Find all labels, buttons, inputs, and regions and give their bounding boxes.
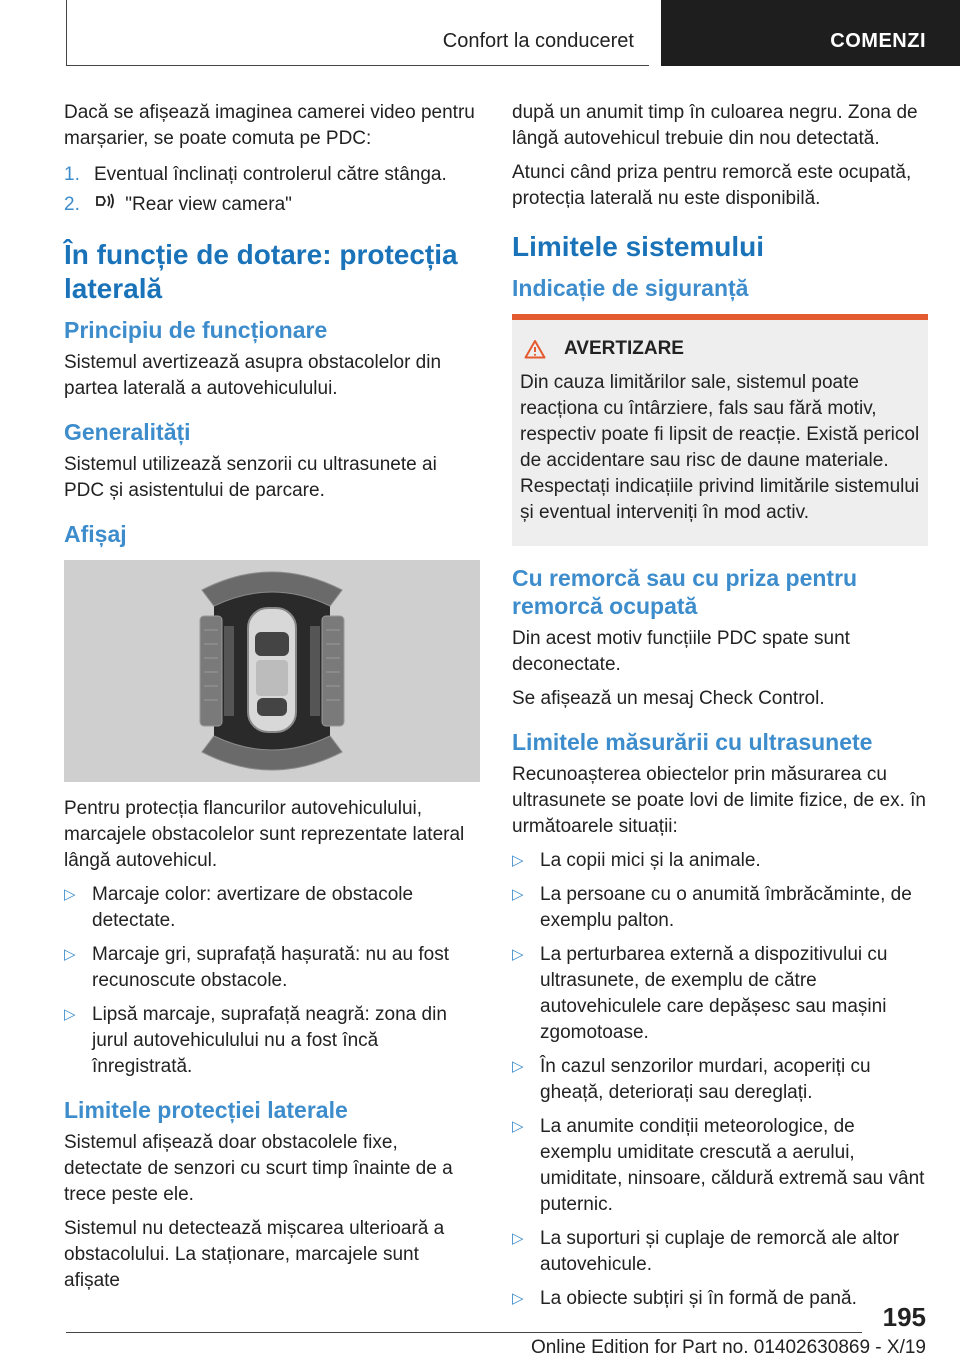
footer-rule	[66, 1332, 862, 1333]
list-item: ▷ La copii mici și la animale.	[512, 848, 928, 874]
list-item: ▷ La anumite condiții meteorologice, de exemplu umiditate crescută a aerului, umiditate, ninsoare, căldură extremă sau vânt puternic.	[512, 1116, 925, 1215]
list-item: ▷ La obiecte subțiri și în formă de pană.	[512, 1286, 928, 1312]
heading-side-protection: În funcție de dotare: protecția laterală	[64, 239, 458, 305]
limits-paragraph-1: Sistemul afișează doar obstacolele fixe, detectate de senzori cu scurt timp înainte de a trece peste ele.	[64, 1132, 453, 1206]
list-item: ▷ Marcaje color: avertizare de obstacole detectate.	[64, 884, 414, 932]
continued-paragraph: după un anumit timp în culoarea negru. Zona de lângă autovehicul trebuie din nou detectată.	[512, 102, 918, 149]
warning-header	[524, 338, 920, 360]
heading-system-limits: Limitele sistemului	[512, 231, 765, 262]
steps-list	[64, 160, 480, 220]
triangle-bullet-icon: ▷	[64, 886, 76, 904]
step-number: 2.	[64, 194, 80, 215]
right-column	[512, 100, 928, 1322]
side-protection-figure	[64, 560, 480, 782]
heading-ultrasonic-limits: Limitele măsurării cu ultrasunete	[512, 729, 873, 755]
header-rule	[66, 65, 649, 66]
warning-title: AVERTIZARE	[564, 338, 684, 359]
trailer-paragraph-1: Din acest motiv funcțiile PDC spate sunt deconectate.	[512, 628, 850, 675]
principle-paragraph: Sistemul avertizează asupra obstacolelor din partea laterală a autovehiculului.	[64, 352, 442, 400]
trailer-paragraph-2: Se afișează un mesaj Check Control.	[512, 688, 825, 709]
heading-general: Generalități	[64, 419, 191, 446]
heading-side-limits: Limitele protecției laterale	[64, 1097, 348, 1124]
triangle-bullet-icon: ▷	[512, 852, 524, 869]
list-item: ▷ În cazul senzorilor murdari, acoperiți cu gheață, deteriorați sau dereglați.	[512, 1056, 871, 1103]
list-item: ▷ Marcaje gri, suprafață hașurată: nu au fost recunoscute obstacole.	[64, 944, 449, 992]
ultrasonic-bullets	[512, 848, 928, 1312]
triangle-bullet-icon: ▷	[512, 1230, 524, 1247]
chapter-tab[interactable]	[661, 0, 960, 66]
general-paragraph: Sistemul utilizează senzorii cu ultrasunete ai PDC și asistentului de parcare.	[64, 454, 437, 502]
list-item: ▷ Lipsă marcaje, suprafață neagră: zona din jurul autovehiculului nu a fost încă înregistrată.	[64, 1004, 447, 1078]
triangle-bullet-icon: ▷	[512, 946, 524, 963]
display-bullets	[64, 882, 480, 1080]
ultrasonic-paragraph: Recunoașterea obiectelor prin măsurarea cu ultrasunete se poate lovi de limite fizice, de ex. în următoarele situații:	[512, 764, 927, 837]
display-paragraph: Pentru protecția flancurilor autovehiculului, marcajele obstacolelor sunt reprezentate lateral lângă autovehicul.	[64, 798, 465, 872]
step-text: "Rear view camera"	[125, 194, 292, 216]
socket-paragraph: Atunci când priza pentru remorcă este ocupată, protecția laterală nu este disponibilă.	[512, 162, 912, 209]
step-item	[64, 190, 480, 220]
left-column	[64, 100, 480, 1302]
warning-text: Din cauza limitărilor sale, sistemul poate reacționa cu întârziere, fals sau fără motiv, respectiv poate fi lipsit de reacție. Există pericol de accidentare sau risc de daune materiale. Respectați indicațiile privind limitările sistemului și eventual interveniți în mod activ.	[520, 372, 920, 523]
triangle-bullet-icon: ▷	[512, 886, 524, 903]
limits-paragraph-2: Sistemul nu detectează mișcarea ulterioară a obstacolului. La staționare, marcajele sunt afișate	[64, 1218, 445, 1292]
edition-note: Online Edition for Part no. 01402630869 - X/19	[530, 1337, 926, 1358]
list-item: ▷ La persoane cu o anumită îmbrăcăminte, de exemplu palton.	[512, 884, 912, 931]
triangle-bullet-icon: ▷	[512, 1290, 524, 1307]
intro-paragraph: Dacă se afișează imaginea camerei video pentru marșarier, se poate comuta pe PDC:	[64, 102, 475, 149]
step-text: Eventual înclinați controlerul către stânga.	[94, 164, 447, 185]
triangle-bullet-icon: ▷	[512, 1058, 524, 1075]
warning-box	[512, 314, 928, 546]
triangle-bullet-icon: ▷	[512, 1118, 524, 1135]
triangle-bullet-icon: ▷	[64, 1006, 76, 1024]
heading-trailer: Cu remorcă sau cu priza pentru remorcă ocupată	[512, 565, 858, 619]
page-number: 195	[882, 1302, 926, 1332]
section-title: Confort la conduceret	[442, 30, 634, 52]
heading-principle: Principiu de funcționare	[64, 317, 328, 344]
chapter-tab-label: COMENZI	[830, 30, 926, 52]
parking-sensor-icon	[94, 190, 120, 220]
step-number: 1.	[64, 164, 80, 185]
warning-triangle-icon	[524, 339, 546, 359]
list-item: ▷ La suporturi și cuplaje de remorcă ale altor autovehicule.	[512, 1228, 900, 1275]
heading-display: Afișaj	[64, 521, 127, 548]
step-item	[64, 160, 480, 190]
heading-safety-note: Indicație de siguranță	[512, 275, 749, 301]
triangle-bullet-icon: ▷	[64, 946, 76, 964]
list-item: ▷ La perturbarea externă a dispozitivului cu ultrasunete, de exemplu de către autovehiculele care depășesc sau mașini zgomotoase.	[512, 944, 888, 1043]
